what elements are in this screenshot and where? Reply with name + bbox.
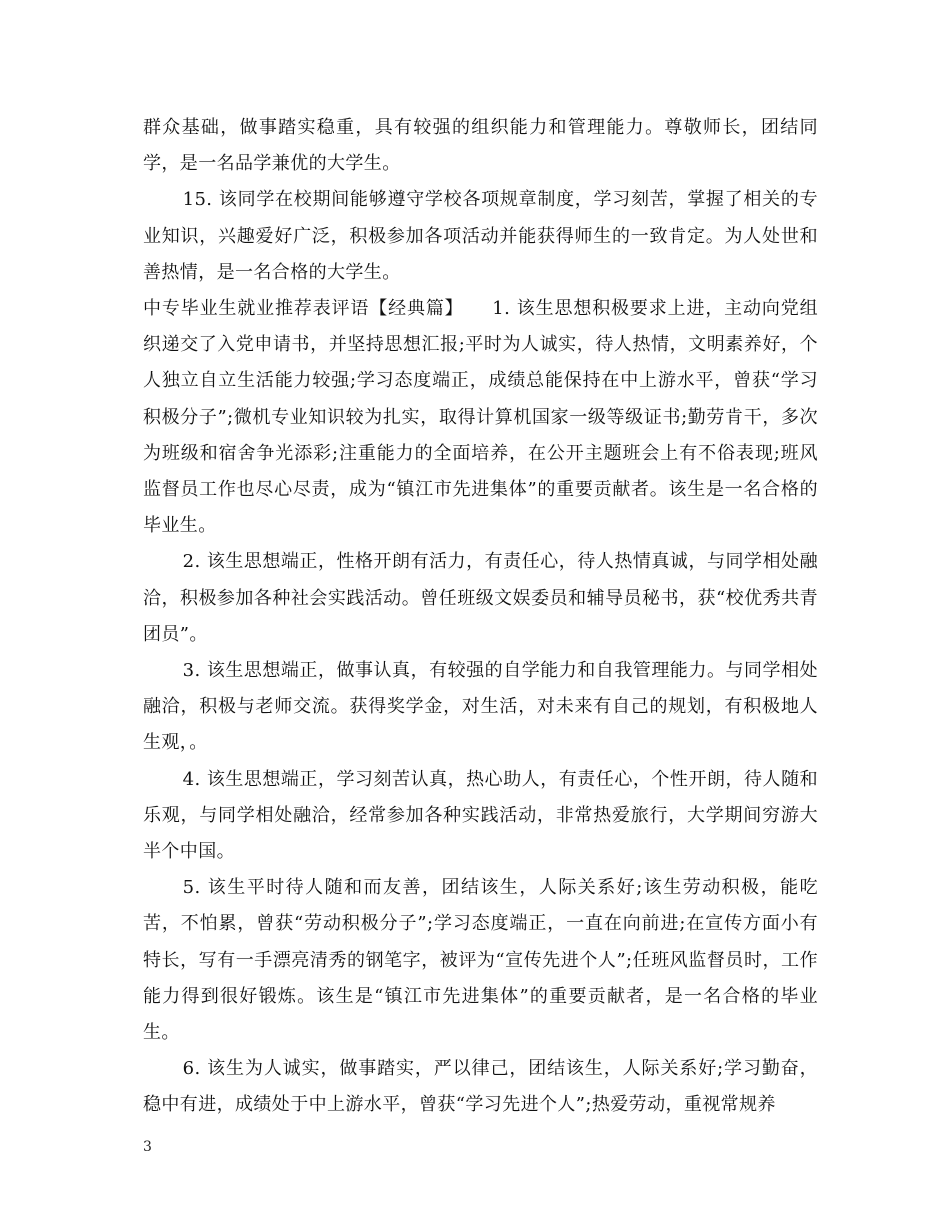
page-number: 3 (143, 1139, 152, 1155)
paragraph-item-5: 5. 该生平时待人随和而友善，团结该生，人际关系好;该生劳动积极，能吃苦，不怕累，曾获“劳动积极分子”;学习态度端正，一直在向前进;在宣传方面小有特长，写有一手漂亮清秀的钢笔字，被评为“宣传先进个人”;任班风监督员时，工作能力得到很好锻炼。该生是“镇江市先进集体”的重要贡献者，是一名合格的毕业生。 (143, 877, 818, 1044)
document-body (143, 110, 818, 1124)
paragraph-section-heading-item-1: 中专毕业生就业推荐表评语【经典篇】 1. 该生思想积极要求上进，主动向党组织递交了入党申请书，并坚持思想汇报;平时为人诚实，待人热情，文明素养好，个人独立自立生活能力较强;学习态度端正，成绩总能保持在中上游水平，曾获“学习积极分子”;微机专业知识较为扎实，取得计算机国家一级等级证书;勤劳肯干，多次为班级和宿舍争光添彩;注重能力的全面培养，在公开主题班会上有不俗表现;班风监督员工作也尽心尽责，成为“镇江市先进集体”的重要贡献者。该生是一名合格的毕业生。 (143, 298, 818, 537)
paragraph-continued: 群众基础，做事踏实稳重，具有较强的组织能力和管理能力。尊敬师长，团结同学，是一名品学兼优的大学生。 (143, 117, 818, 175)
paragraph-item-2: 2. 该生思想端正，性格开朗有活力，有责任心，待人热情真诚，与同学相处融洽，积极参加各种社会实践活动。曾任班级文娱委员和辅导员秘书，获“校优秀共青团员”。 (143, 551, 818, 645)
paragraph-item-4: 4. 该生思想端正，学习刻苦认真，热心助人，有责任心，个性开朗，待人随和乐观，与同学相处融洽，经常参加各种实践活动，非常热爱旅行，大学期间穷游大半个中国。 (143, 768, 818, 863)
paragraph-item-3: 3. 该生思想端正，做事认真，有较强的自学能力和自我管理能力。与同学相处融洽，积极与老师交流。获得奖学金，对生活，对未来有自己的规划，有积极地人生观，。 (143, 660, 818, 754)
paragraph-item-15: 15. 该同学在校期间能够遵守学校各项规章制度，学习刻苦，掌握了相关的专业知识，兴趣爱好广泛，积极参加各项活动并能获得师生的一致肯定。为人处世和善热情，是一名合格的大学生。 (143, 189, 818, 283)
paragraph-item-6: 6. 该生为人诚实，做事踏实，严以律己，团结该生，人际关系好;学习勤奋，稳中有进，成绩处于中上游水平，曾获“学习先进个人”;热爱劳动，重视常规养 (143, 1058, 818, 1116)
